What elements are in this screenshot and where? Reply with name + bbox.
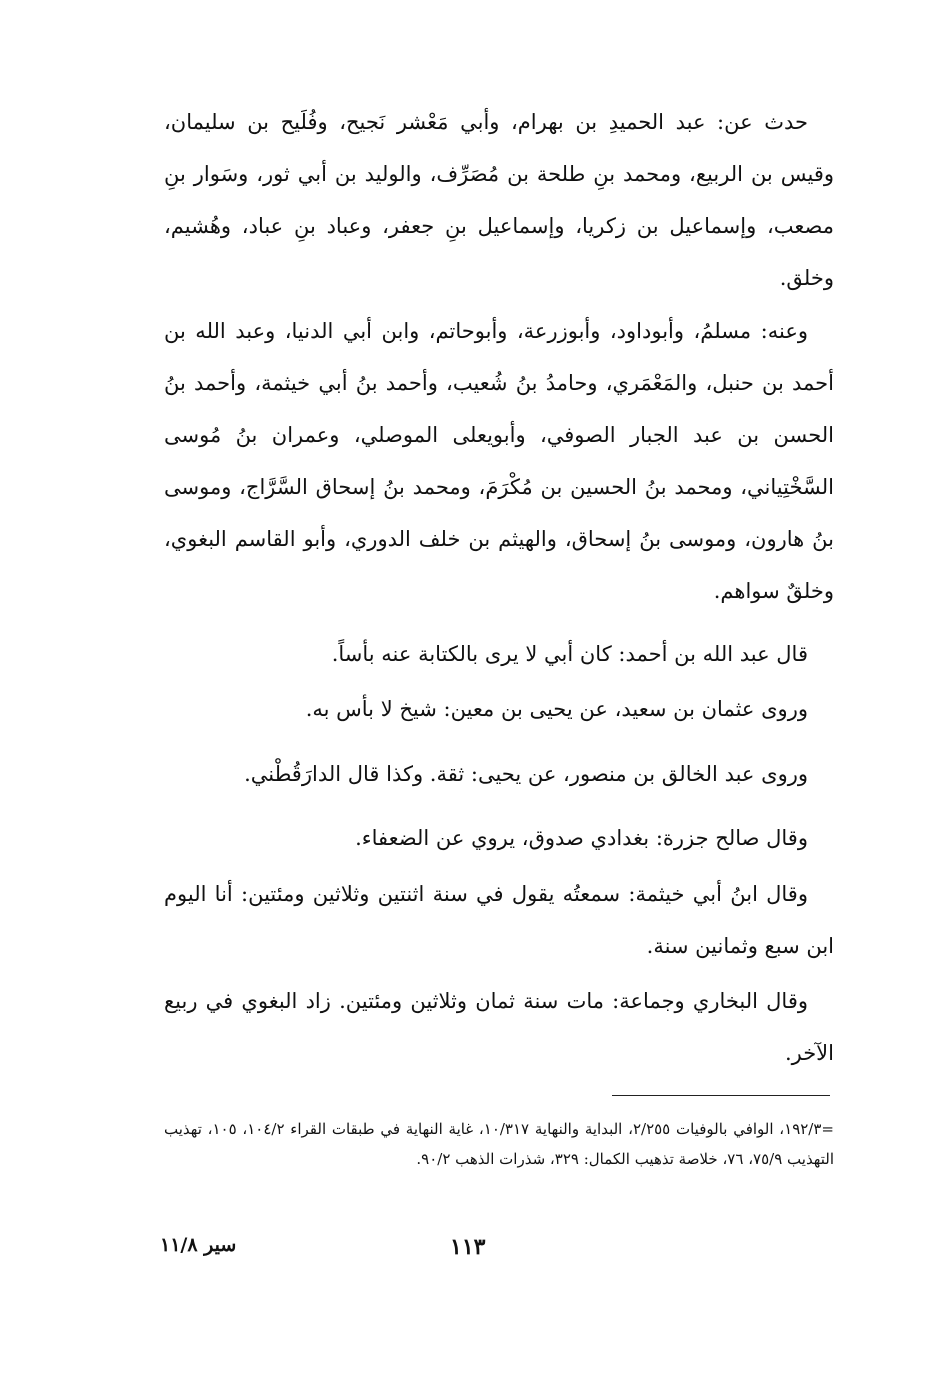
students-paragraph: وعنه: مسلمُ، وأبوداود، وأبوزرعة، وأبوحاتم، وابن أبي الدنيا، وعبد الله بن أحمد بن حنبل، والمَعْمَري، وحامدُ بنُ شُعيب، وأحمد بنُ أبي خيثمة، وأحمد بنُ الحسن بن عبد الجبار الصوفي، وأبويعلى الموصلي، وعمران بنُ مُوسى السَّخْتِياني، ومحمد بنُ الحسين بن مُكْرَمَ، ومحمد بنُ إسحاق السَّرَّاج، وموسى بنُ هارون، وموسى بنُ إسحاق، والهيثم بن خلف الدوري، وأبو القاسم البغوي، وخلقٌ سواهم.: [164, 319, 834, 603]
quote-salih: وقال صالح جزرة: بغدادي صدوق، يروي عن الضعفاء.: [355, 826, 808, 850]
printer-signature: سير ١١/٨: [160, 1234, 237, 1256]
quote-bukhari: وقال البخاري وجماعة: مات سنة ثمان وثلاثين ومئتين. زاد البغوي في ربيع الآخر.: [164, 989, 834, 1065]
quote-ibn-abi-khaythama: وقال ابنُ أبي خيثمة: سمعتُه يقول في سنة اثنتين وثلاثين ومئتين: أنا اليوم ابن سبع وثمانين سنة.: [164, 882, 834, 958]
footnote: =١٩٢/٣، الوافي بالوفيات ٢/٢٥٥، البداية والنهاية ١٠/٣١٧، غاية النهاية في طبقات القراء ١٠٤/٢، ١٠٥، تهذيب التهذيب ٧٥/٩، ٧٦، خلاصة تذهيب الكمال: ٣٢٩، شذرات الذهب ٩٠/٢.: [164, 1120, 834, 1168]
footnote-separator: [612, 1095, 830, 1096]
quote-uthman: وروى عثمان بن سعيد، عن يحيى بن معين: شيخ لا بأس به.: [305, 697, 808, 721]
quote-abdulkhaliq: وروى عبد الخالق بن منصور، عن يحيى: ثقة. وكذا قال الدارَقُطْني.: [244, 762, 808, 786]
page-number: ١١٣: [450, 1234, 486, 1260]
quote-abdullah: قال عبد الله بن أحمد: كان أبي لا يرى بالكتابة عنه بأساً.: [331, 642, 808, 666]
teachers-paragraph: حدث عن: عبد الحميدِ بن بهرام، وأبي مَعْشر نَجيح، وفُلَيح بن سليمان، وقيس بن الربيع، ومحمد بنِ طلحة بن مُصَرِّف، والوليد بن أبي ثور، وسَوار بنِ مصعب، وإسماعيل بن زكريا، وإسماعيل بنِ جعفر، وعباد بنِ عباد، وهُشيم، وخلق.: [164, 110, 834, 290]
